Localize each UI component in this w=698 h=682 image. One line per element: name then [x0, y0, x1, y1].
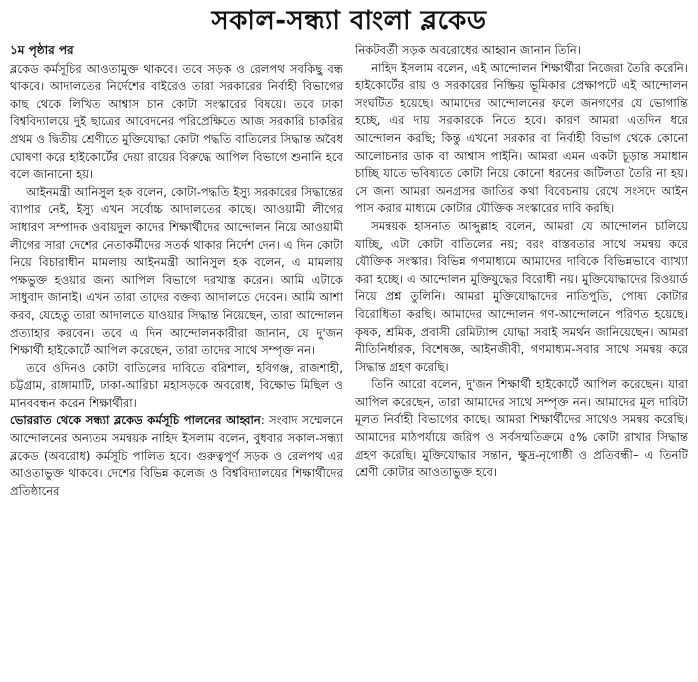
- subhead-body: : সংবাদ সম্মেলনে আন্দোলনের অন্যতম সমন্বয়ক নাহিদ ইসলাম বলেন, বুধবার সকাল-সন্ধ্যা ব্লকেড (অবরোধ) কর্মসূচি পালিত হবে। গুরুত্বপূর্ণ সড়ক ও রেলপথ এর আওতাভুক্ত থাকবে। দেশের বিভিন্ন কলেজ ও বিশ্ববিদ্যালয়ের শিক্ষার্থীদের প্রতিষ্ঠানের: [10, 413, 343, 498]
- paragraph: তিনি আরো বলেন, দু'জন শিক্ষার্থী হাইকোর্টে আপিল করেছেন। যারা আপিল করেছেন, তারা আমাদের সাথে সম্পৃক্ত নন। আমাদের মূল দাবিটা মূলত নির্বাহী বিভাগের কাছে। আমরা শিক্ষার্থীদের সাথেও সমন্বয় করেছি। আমাদের মাঠপর্যায়ে জরিপ ও সর্বসম্মতিক্রমে ৫% কোটা রাখার সিদ্ধান্ত গ্রহণ করেছি। মুক্তিযোদ্ধার সন্তান, ক্ষুদ্র-নৃগোষ্ঠী ও প্রতিবন্ধী– এ তিনটি শ্রেণী কোটার আওতাভুক্ত হবে।: [355, 377, 688, 480]
- paragraph: ব্লকেড কর্মসূচির আওতামুক্ত থাকবে। তবে সড়ক ও রেলপথ সবকিছু বন্ধ থাকবে। আদালতের নির্দেশের বাইরেও তারা সরকারের নির্বাহী বিভাগের কাছ থেকে লিখিত আশ্বাস চান কোটা সংস্কারের বিষয়ে। তবে ঢাকা বিশ্ববিদ্যালয়ে দুই ছাত্রের আবেদনের পরিপ্রেক্ষিতে আজ সরকারি চাকরির প্রথম ও দ্বিতীয় শ্রেণীতে মুক্তিযোদ্ধা কোটা পদ্ধতি বাতিলের সিদ্ধান্ত অবৈধ ঘোষণা করে হাইকোর্টের দেয়া রায়ের বিরুদ্ধে আপিল বিভাগে শুনানি হবে বলে জানানো হয়।: [10, 61, 343, 182]
- right-column: [355, 42, 688, 682]
- article-headline: সকাল-সন্ধ্যা বাংলা ব্লকেড: [211, 6, 487, 36]
- paragraph: নিকটবর্তী সড়ক অবরোধের আহ্বান জানান তিনি।: [355, 43, 581, 57]
- subhead-paragraph: [10, 412, 343, 500]
- paragraph: সমন্বয়ক হাসনাত আব্দুল্লাহ বলেন, আমরা যে আন্দোলন চালিয়ে যাচ্ছি, এটা কোটা বাতিলের নয়; বরং বাস্তবতার সাথে সমন্বয় করে যৌক্তিক সংস্কার। বিভিন্ন গণমাধ্যমে আমাদের দাবিকে বিভিন্নভাবে ব্যাখ্যা করা হচ্ছে। এ আন্দোলন মুক্তিযুদ্ধের বিরোধী নয়। মুক্তিযোদ্ধাদের রিওয়ার্ড নিয়ে প্রশ্ন তুলিনি। আমরা মুক্তিযোদ্ধাদের নাতিপুতি, পোষ্য কোটার বিরোধিতা করছি। আমাদের আন্দোলন গণ-আন্দোলনে পরিণত হয়েছে। কৃষক, শ্রমিক, প্রবাসী রেমিট্যান্স যোদ্ধা সবাই সমর্থন জানিয়েছেন। আমরা নীতিনির্ধারক, বিশেষজ্ঞ, আইনজীবী, গণমাধ্যম-সবার সাথে সমন্বয় করে সিদ্ধান্ত গ্রহণ করেছি।: [355, 218, 688, 374]
- paragraph: আইনমন্ত্রী আনিসুল হক বলেন, কোটা-পদ্ধতি ইস্যু সরকারের সিদ্ধান্তের ব্যাপার নেই, ইস্যু এখন সর্বোচ্চ আদালতের কাছে। আওয়ামী লীগের সাধারণ সম্পাদক ওবায়দুল কাদের শিক্ষার্থীদের আন্দোলন নিয়ে আওয়ামী লীগের সারা দেশের নেতাকর্মীদের সতর্ক থাকার নির্দেশ দেন। এ দিন কোটা নিয়ে বিচারাধীন মামলায় আইনমন্ত্রী আনিসুল হক বলেন, এ মামলায় পক্ষভুক্ত হওয়ার জন্য আপিল বিভাগে দরখাস্ত করেন। আমি এটাকে সাধুবাদ জানাই। এখন তারা তাদের বক্তব্য আদালতে দেবেন। আমি আশা করব, যেহেতু তারা আদালতে যাওয়ার সিদ্ধান্ত নিয়েছেন, তারা আন্দোলন প্রত্যাহার করবেন। তবে এ দিন আন্দোলনকারীরা জানান, যে দু'জন শিক্ষার্থী হাইকোর্টে আপিল করেছেন, তারা তাদের সাথে সম্পৃক্ত নন।: [10, 184, 343, 358]
- paragraph: নাহিদ ইসলাম বলেন, এই আন্দোলন শিক্ষার্থীরা নিজেরা তৈরি করেনি। হাইকোর্টের রায় ও সরকারের নিষ্ক্রিয় ভূমিকার প্রেক্ষাপটে এই আন্দোলন সংঘটিত হয়েছে। আমাদের আন্দোলনের ফলে জনগণের যে ভোগান্তি হচ্ছে, এর দায় সরকারকে নিতে হবে। কারণ আমরা এতদিন ধরে আন্দোলন করছি; কিন্তু এখনো সরকার বা নির্বাহী বিভাগ থেকে কোনো আলোচনার ডাক বা আশ্বাস পাইনি। আমরা এমন একটা চূড়ান্ত সমাধান চাচ্ছি যাতে ভবিষ্যতে কোটা নিয়ে কোনো ধরনের জটিলতা তৈরি না হয়। সে জন্য আমরা অনগ্রসর জাতির কথা বিবেচনায় রেখে সংসদে আইন পাস করার মাধ্যমে কোটার যৌক্তিক সংস্কারের দাবি করছি।: [355, 60, 688, 216]
- subhead: ভোররাত থেকে সন্ধ্যা ব্লকেড কর্মসূচি পালনের আহ্বান: [10, 413, 261, 428]
- paragraph: তবে ওদিনও কোটা বাতিলের দাবিতে বরিশাল, হবিগঞ্জ, রাজশাহী, চট্টগ্রাম, রাঙ্গামাটি, ঢাকা-আরিচা মহাসড়কে অবরোধ, বিক্ষোভ মিছিল ও মানববন্ধন করেন শিক্ষার্থীরা।: [10, 360, 343, 410]
- article-body: [10, 42, 688, 682]
- left-column: [10, 42, 343, 682]
- continued-from-label: ১ম পৃষ্ঠার পর: [10, 43, 74, 57]
